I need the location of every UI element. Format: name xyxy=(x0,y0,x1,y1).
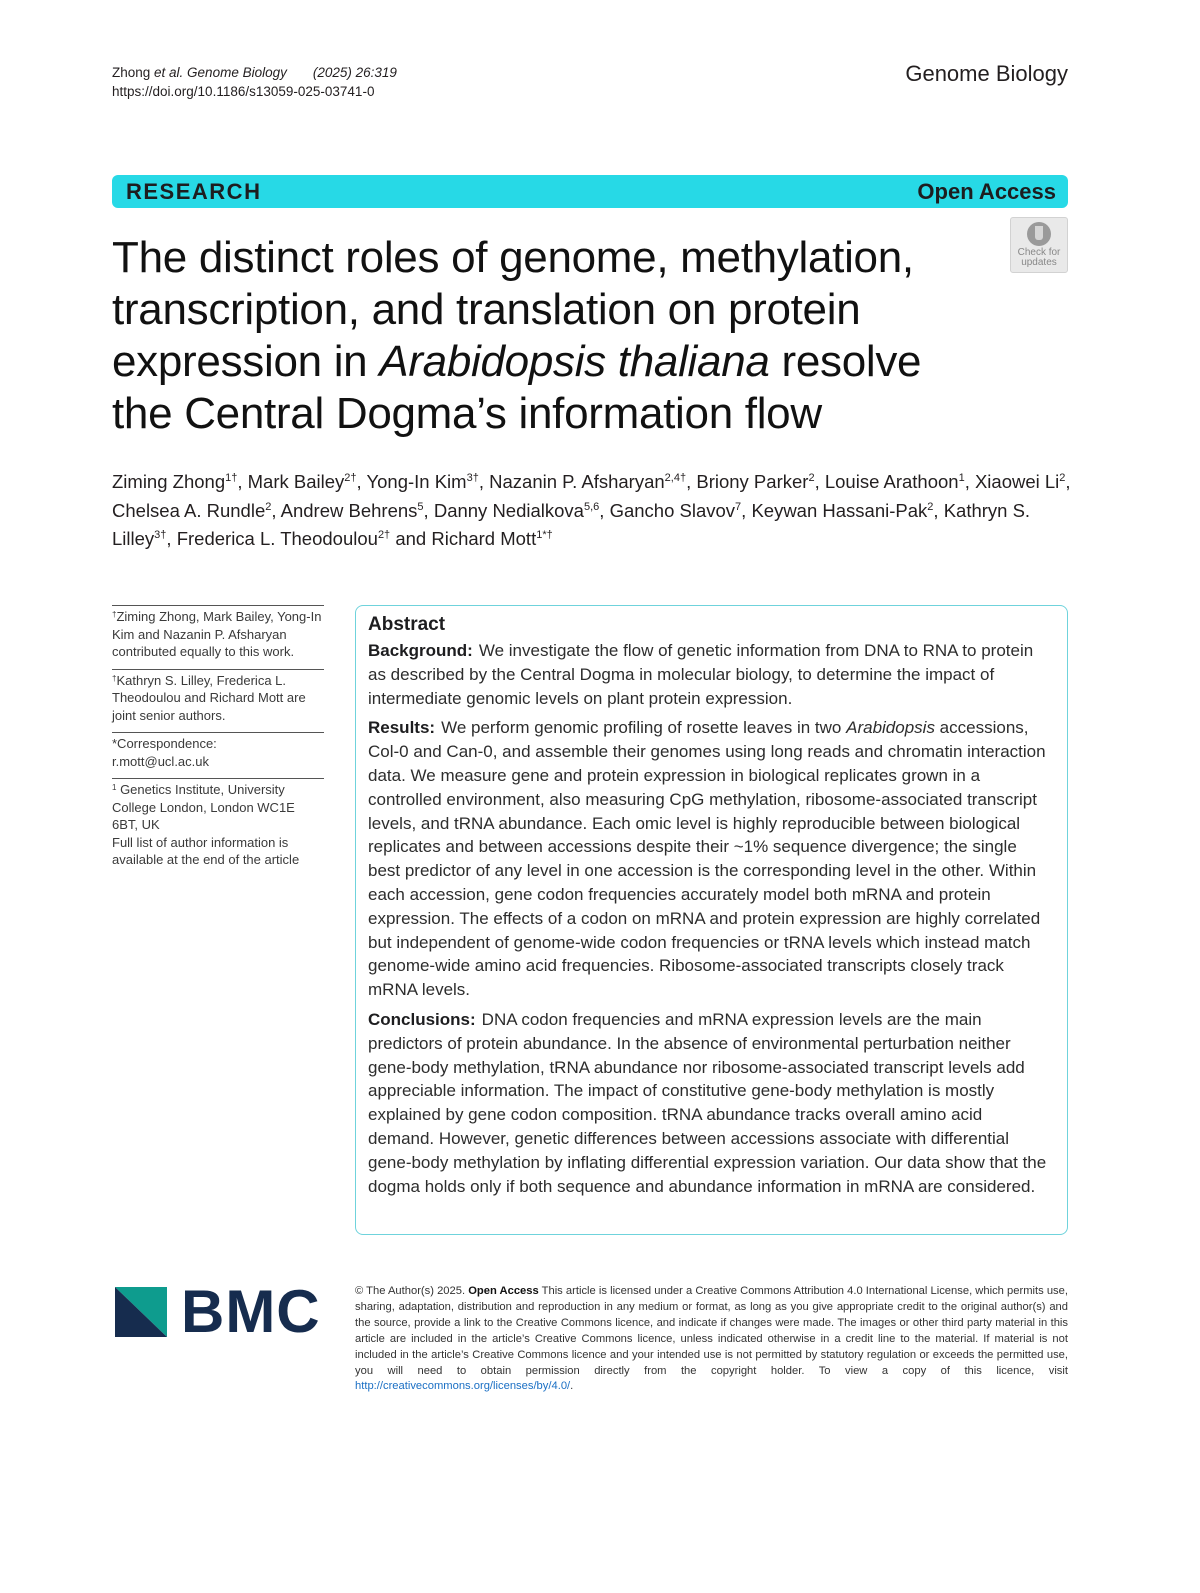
author-name[interactable]: Louise Arathoon xyxy=(824,471,959,492)
article-title xyxy=(112,232,992,440)
journal-etal: et al. Genome Biology xyxy=(154,65,287,80)
title-text: The distinct roles of genome, methylation, transcription, and translation on protein expression in xyxy=(112,233,914,386)
author-affiliation-marker: 1 xyxy=(958,472,965,484)
author-name[interactable]: Briony Parker xyxy=(696,471,809,492)
bmc-logo xyxy=(115,1278,321,1345)
year-volume: (2025) 26:319 xyxy=(312,65,397,80)
author-affiliation-marker: 2 xyxy=(265,500,272,513)
author-affiliation-marker: 5,6 xyxy=(583,500,600,513)
author-name[interactable]: Yong-In Kim xyxy=(366,471,467,492)
check-for-updates-label: Check for updates xyxy=(1017,247,1061,268)
author-name[interactable]: Keywan Hassani-Pak xyxy=(751,499,928,521)
author-affiliation-marker: 2 xyxy=(1059,472,1066,484)
author-name[interactable]: Gancho Slavov xyxy=(609,499,736,521)
author-name[interactable]: Frederica L. Theodoulou xyxy=(176,528,378,549)
author-affiliation-marker: 7 xyxy=(735,500,742,513)
author-affiliation-marker: 2 xyxy=(808,472,815,484)
author-affiliation-marker: 3† xyxy=(154,529,167,541)
license-statement: © The Author(s) 2025. Open Access This article is licensed under a Creative Commons Attribution 4.0 International License, which permits use, sharing, adaptation, distribution and reproduction in any medium or format, as long as you give appropriate credit to the original author(s) and the source, provide a link to the Creative Commons licence, and indicate if changes were made. The images or other third party material in this article are included in the article’s Creative Commons licence, unless indicated otherwise in a credit line to the material. If material is not included in the article’s Creative Commons licence and your intended use is not permitted by statutory regulation or exceeds the permitted use, you will need to obtain permission directly from the copyright holder. To view a copy of this licence, visit http://creativecommons.org/licenses/by/4.0/. xyxy=(355,1285,1068,1393)
doi-link[interactable]: https://doi.org/10.1186/s13059-025-03741-0 xyxy=(112,84,375,99)
bmc-logo-mark-icon xyxy=(115,1287,167,1337)
author-affiliation-marker: 2† xyxy=(344,472,357,484)
author-affiliation-marker: 1† xyxy=(225,472,238,484)
check-for-updates-button[interactable] xyxy=(1010,217,1068,273)
author-affiliation-marker: 2 xyxy=(927,500,934,513)
article-type-banner xyxy=(112,175,1068,208)
affiliation-note: $^1$ Genetics Institute, University College London, London WC1E 6BT, UK Full list of author information is available at the end of the article xyxy=(112,778,324,877)
author-affiliation-marker: 5 xyxy=(417,500,424,513)
correspondence-note: *Correspondence: r.mott@ucl.ac.uk xyxy=(112,732,324,778)
open-access-label: Open Access xyxy=(917,178,1056,204)
article-type: RESEARCH xyxy=(126,178,262,204)
first-author: Zhong xyxy=(112,65,155,80)
abstract-conclusions: Conclusions: DNA codon frequencies and mRNA expression levels are the main predictors of protein abundance. In the absence of environmental perturbation neither gene-body methylation, tRNA abundance nor ribosome-associated transcript levels add appreciable information. The impact of constitutive gene-body methylation is mostly explained by gene codon composition. tRNA abundance tracks overall amino acid demand. However, genetic differences between accessions associate with differential gene-body methylation by inflating differential expression variation. Our data show that the dogma holds only if both sequence and abundance information in mRNA are considered. xyxy=(368,1009,1047,1196)
citation-line xyxy=(112,63,397,82)
title-text-end: resolve the Central Dogma’s information flow xyxy=(112,337,922,438)
author-affiliation-marker: 2,4† xyxy=(664,472,687,484)
author-name[interactable]: Ziming Zhong xyxy=(112,471,226,492)
author-name[interactable]: Danny Nedialkova xyxy=(433,499,584,521)
senior-authors-note: †Kathryn S. Lilley, Frederica L. Theodoulou and Richard Mott are joint senior authors. xyxy=(112,669,324,733)
abstract-heading: Abstract xyxy=(368,614,446,635)
author-name[interactable]: Richard Mott xyxy=(431,528,537,549)
author-notes xyxy=(112,605,324,877)
abstract-results: Results: We perform genomic profiling of rosette leaves in two Arabidopsis accessions, Col-0 and Can-0, and assemble their genomes using long reads and chromatin interaction data. We measure gene and protein expression in biological replicates grown in a controlled environment, also measuring CpG methylation, ribosome-associated transcript levels, and tRNA abundance. Each omic level is highly reproducible between biological replicates and between accessions despite their ~1% sequence divergence; the single best predictor of any level in one accession is the corresponding level in the other. Within each accession, gene codon frequencies accurately model both mRNA and protein expression. The effects of a codon on mRNA and protein expression are highly correlated but independent of genome-wide codon frequencies or tRNA levels which instead match genome-wide amino acid frequencies. Ribosome-associated transcripts closely track mRNA levels. xyxy=(368,718,1046,1000)
author-name[interactable]: Mark Bailey xyxy=(247,471,345,492)
author-affiliation-marker: 2† xyxy=(377,529,391,541)
license-link[interactable]: http://creativecommons.org/licenses/by/4.0/ xyxy=(355,1380,571,1393)
bmc-logo-text: BMC xyxy=(181,1278,321,1345)
title-species: Arabidopsis thaliana xyxy=(379,337,770,386)
author-name[interactable]: Nazanin P. Afsharyan xyxy=(489,471,665,492)
author-affiliation-marker: 3† xyxy=(466,472,479,484)
author-name[interactable]: Andrew Behrens xyxy=(280,499,418,521)
author-name[interactable]: Chelsea A. Rundle xyxy=(112,499,266,521)
abstract-box xyxy=(355,605,1068,1235)
author-name[interactable]: Kathryn S. Lilley xyxy=(112,499,1031,549)
author-list: Ziming Zhong$^{1\dagger}$, Mark Bailey$^{2\dagger}$, Yong-In Kim$^{3\dagger}$, Nazanin P. Afsharyan$^{2,4\dagger}$, Briony Parker$^2$, Louise Arathoon$^1$, Xiaowei Li$^2$, Chelsea A. Rundle$^2$, Andrew Behrens$^5$, Danny Nedialkova$^{5,6}$, Gancho Slavov$^7$, Keywan Hassani-Pak$^2$, Kathryn S. Lilley$^{3\dagger}$, Frederica L. Theodoulou$^{2\dagger}$ and Richard Mott$^{1*\dagger}$ xyxy=(112,471,1071,549)
author-affiliation-marker: 1*† xyxy=(536,529,553,541)
correspondence-email[interactable]: r.mott@ucl.ac.uk xyxy=(112,753,210,769)
bookmark-icon xyxy=(1027,222,1051,246)
equal-contribution-note: †Ziming Zhong, Mark Bailey, Yong-In Kim and Nazanin P. Afsharyan contributed equally to this work. xyxy=(112,605,324,669)
journal-name: Genome Biology xyxy=(905,61,1068,86)
abstract-background: Background: We investigate the flow of genetic information from DNA to RNA to protein as described by the Central Dogma in molecular biology, to determine the impact of intermediate genomic levels on plant protein expression. xyxy=(368,641,1034,708)
author-name[interactable]: Xiaowei Li xyxy=(974,471,1060,492)
running-header xyxy=(112,63,397,101)
